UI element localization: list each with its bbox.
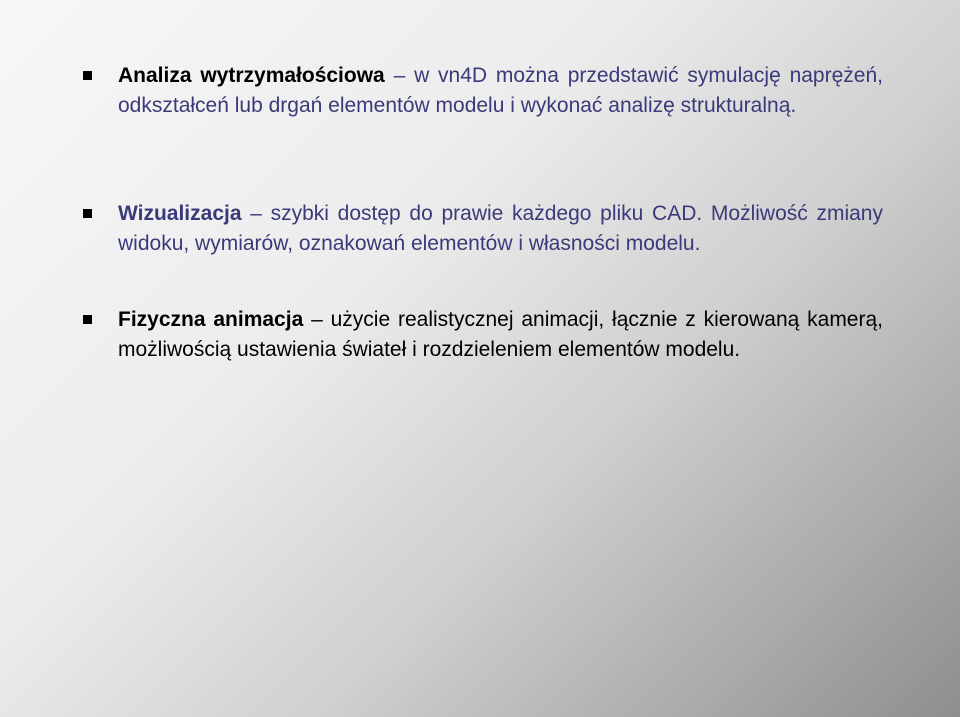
bullet-term: Fizyczna animacja xyxy=(118,308,304,331)
square-bullet-icon xyxy=(83,71,92,80)
bullet-description: użycie realistycznej animacji, łącznie z kierowaną kamerą, możliwością ustawienia świateł i rozdzieleniem elementów modelu. xyxy=(118,308,883,361)
bullet-term: Analiza wytrzymałościowa xyxy=(118,64,385,87)
bullet-description: w vn4D można przedstawić symulację naprężeń, odkształceń lub drgań elementów modelu i wykonać analizę strukturalną. xyxy=(118,64,883,117)
bullet-separator: – xyxy=(393,64,406,87)
bullet-separator: – xyxy=(250,202,262,225)
bullet-text xyxy=(118,199,883,259)
bullet-fizyczna-animacja xyxy=(83,305,883,365)
bullet-term: Wizualizacja xyxy=(118,202,242,225)
bullet-description: szybki dostęp do prawie każdego pliku CAD. Możliwość zmiany widoku, wymiarów, oznakowań elementów i własności modelu. xyxy=(118,202,883,255)
bullet-analiza-wytrzymalosciowa xyxy=(83,61,883,121)
bullet-text xyxy=(118,305,883,365)
square-bullet-icon xyxy=(83,209,92,218)
square-bullet-icon xyxy=(83,315,92,324)
bullet-text xyxy=(118,61,883,121)
bullet-wizualizacja xyxy=(83,199,883,259)
bullet-separator: – xyxy=(311,308,323,331)
